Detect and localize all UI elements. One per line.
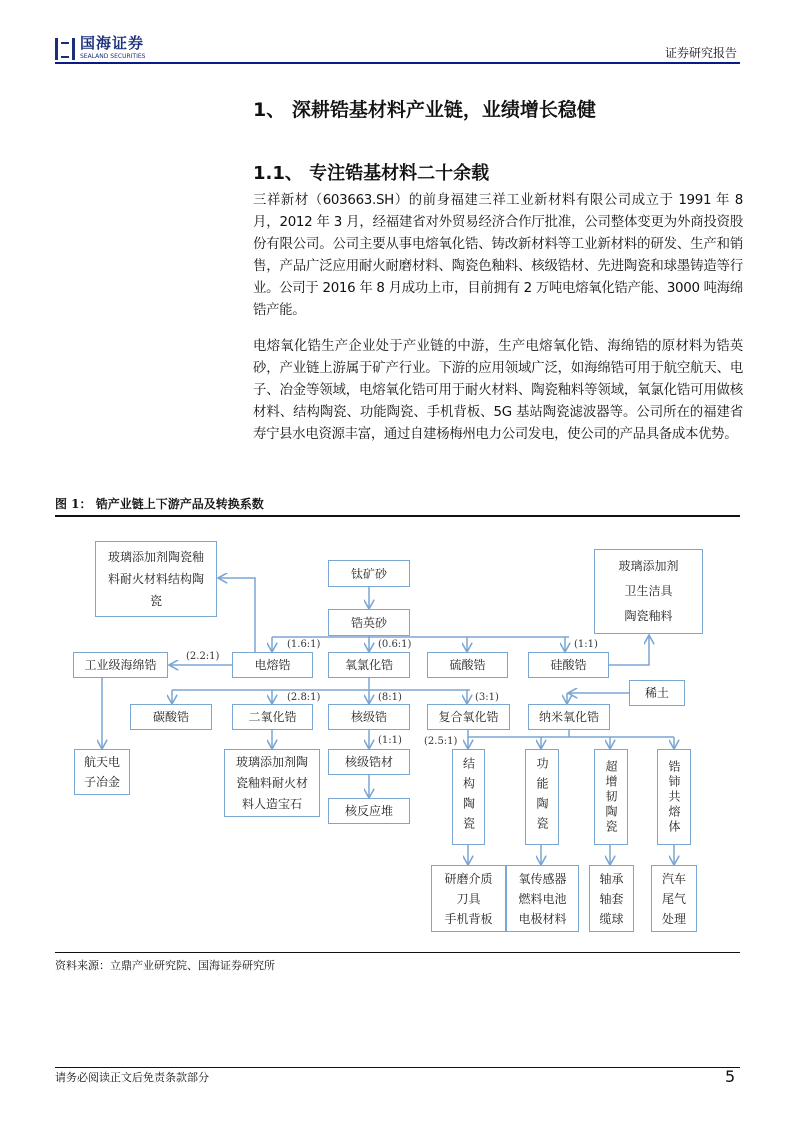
paragraph: 电熔氧化锆生产企业处于产业链的中游，生产电熔氧化锆、海绵锆的原材料为锆英砂，产业链上游属于矿产行业。下游的应用领域广泛，如海绵锆可用于航空航天、电子、冶金等领域，电熔氧化锆可用于耐火材料、陶瓷釉料等领域，氧氯化锆可用做核材料、结构陶瓷、功能陶瓷、手机背板、5G 基站陶瓷滤波器等。公司所在的福建省寿宁县水电资源丰富，通过自建杨梅州电力公司发电，使公司的产品具备成本优势。 — [253, 339, 743, 442]
node-app-left: 玻璃添加剂陶瓷釉料耐火材料结构陶瓷 — [95, 541, 217, 617]
ratio-label: (8:1) — [378, 692, 402, 703]
node-app-right: 玻璃添加剂 卫生洁具 陶瓷釉料 — [594, 549, 703, 634]
source-rule — [55, 952, 740, 953]
ratio-label: (1.6:1) — [287, 639, 321, 650]
node-silicate: 硅酸锆 — [528, 652, 609, 678]
ratio-label: (0.6:1) — [378, 639, 412, 650]
node-dioxide: 二氧化锆 — [232, 704, 313, 730]
ratio-label: (3:1) — [475, 692, 499, 703]
node-structural-ceramic: 结构陶瓷 — [452, 749, 485, 845]
footer-rule — [55, 1067, 740, 1068]
node-nuclear-material: 核级锆材 — [328, 749, 410, 775]
ratio-label: (1:1) — [378, 735, 402, 746]
page-number: 5 — [725, 1067, 736, 1086]
figure-source: 资料来源：立鼎产业研究院、国海证券研究所 — [55, 959, 275, 972]
node-app-eutectic: 汽车 尾气 处理 — [651, 865, 697, 932]
node-sponge-zirconium: 工业级海绵锆 — [73, 652, 168, 678]
section-heading: 1、 深耕锆基材料产业链，业绩增长稳健 — [253, 99, 596, 121]
node-oxychloride: 氧氯化锆 — [328, 652, 410, 678]
ratio-label: (2.2:1) — [186, 651, 220, 662]
paragraph: 三祥新材（603663.SH）的前身福建三祥工业新材料有限公司成立于 1991 年 8 月，2012 年 3 月，经福建省对外贸易经济合作厅批准，公司整体变更为外商投资股份有限公司。公司主要从事电熔氧化锆、铸改新材料等工业新材料的研发、生产和销售，产品广泛应用耐火耐磨材料、陶瓷色釉料、核级锆材、先进陶瓷和球墨铸造等行业。公司于 2016 年 8 月成功上市，目前拥有 2 万吨电熔氧化锆产能、3000 吨海绵锆产能。 — [253, 193, 743, 318]
node-toughened-ceramic: 超增韧陶瓷 — [594, 749, 628, 845]
node-rare-earth: 稀土 — [629, 680, 685, 706]
footer-disclaimer: 请务必阅读正文后免责条款部分 — [55, 1071, 209, 1084]
subsection-heading: 1.1、 专注锆基材料二十余载 — [253, 163, 490, 184]
logo-subtext: SEALAND SECURITIES — [80, 53, 146, 60]
ratio-label: (2.5:1) — [424, 736, 458, 747]
node-functional-ceramic: 功能陶瓷 — [525, 749, 559, 845]
node-fused-zirconia: 电熔锆 — [232, 652, 313, 678]
node-eutectic: 锆铈共熔体 — [657, 749, 691, 845]
node-app-dioxide: 玻璃添加剂陶瓷釉料耐火材料人造宝石 — [224, 749, 320, 817]
logo-text: 国海证券 — [80, 34, 145, 52]
node-sulfate: 硫酸锆 — [427, 652, 508, 678]
node-composite: 复合氧化锆 — [427, 704, 510, 730]
node-app-toughened: 轴承 轴套 缆球 — [589, 865, 634, 932]
node-app-structural: 研磨介质 刀具 手机背板 — [431, 865, 506, 932]
node-reactor: 核反应堆 — [328, 798, 410, 824]
report-type: 证券研究报告 — [664, 46, 737, 60]
ratio-label: (1:1) — [574, 639, 598, 650]
node-aerospace: 航天电子冶金 — [74, 749, 130, 795]
ratio-label: (2.8:1) — [287, 692, 321, 703]
node-nuclear-grade: 核级锆 — [328, 704, 410, 730]
node-titanium-sand: 钛矿砂 — [328, 560, 410, 587]
node-app-functional: 氧传感器 燃料电池 电极材料 — [506, 865, 579, 932]
node-zircon-sand: 锆英砂 — [328, 609, 410, 636]
figure-title: 图 1： 锆产业链上下游产品及转换系数 — [55, 497, 264, 511]
node-nano: 纳米氧化锆 — [528, 704, 610, 730]
node-carbonate: 碳酸锆 — [130, 704, 212, 730]
